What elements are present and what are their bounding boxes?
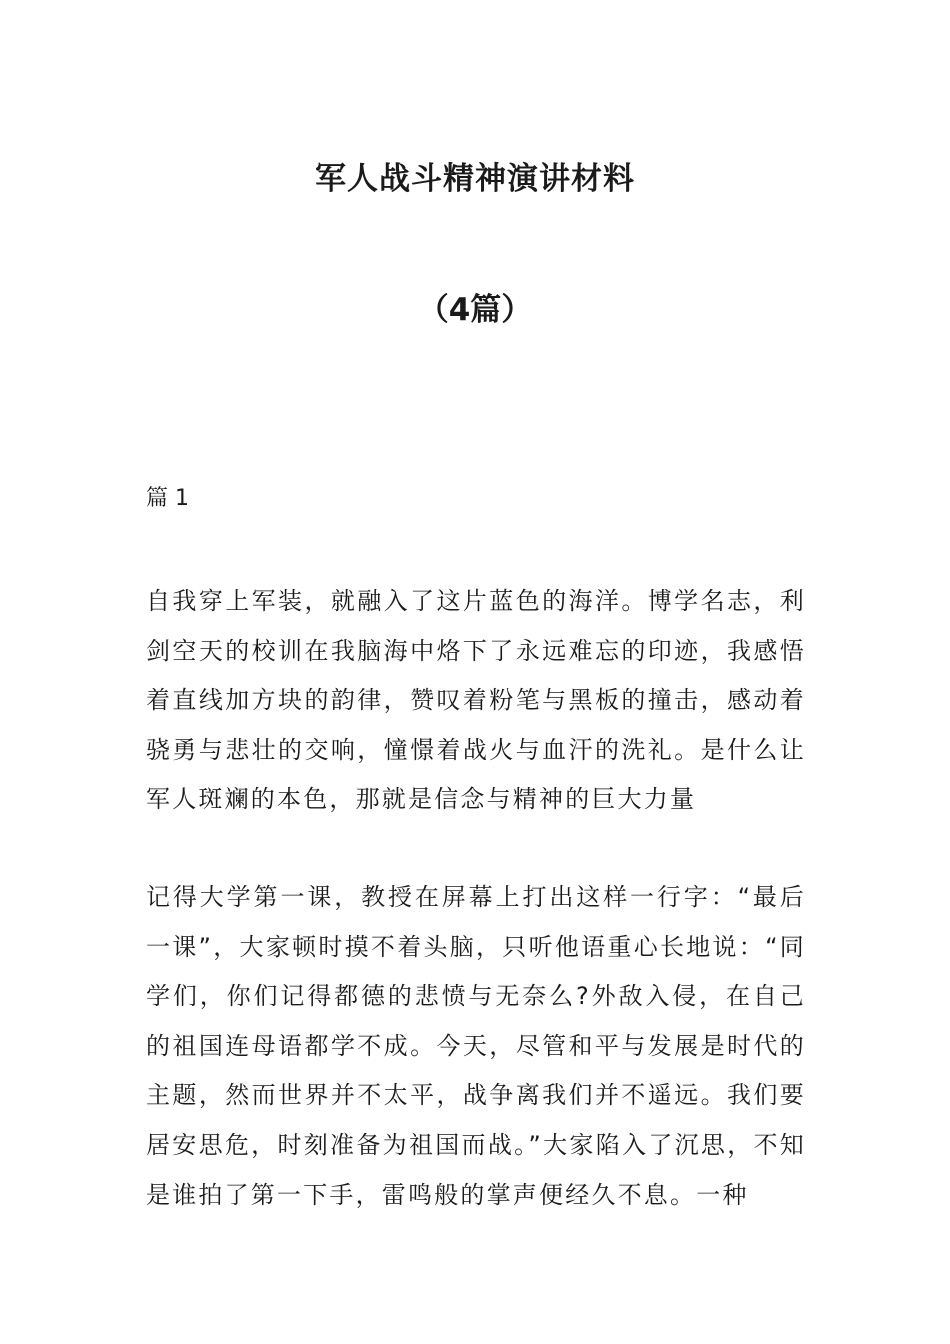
document-title: 军人战斗精神演讲材料 (315, 161, 635, 197)
document-subtitle: （4篇） (417, 292, 533, 328)
paragraph-1: 自我穿上军装，就融入了这片蓝色的海洋。博学名志，利剑空天的校训在我脑海中烙下了永远难忘的印迹，我感悟着直线加方块的韵律，赞叹着粉笔与黑板的撞击，感动着骁勇与悲壮的交响，憧憬着战火与血汗的洗礼。是什么让军人斑斓的本色，那就是信念与精神的巨大力量 (146, 587, 806, 814)
paragraph-2: 记得大学第一课，教授在屏幕上打出这样一行字：“最后一课”，大家顿时摸不着头脑，只听他语重心长地说：“同学们，你们记得都德的悲愤与无奈么?外敌入侵，在自己的祖国连母语都学不成。今天，尽管和平与发展是时代的主题，然而世界并不太平，战争离我们并不遥远。我们要居安思危，时刻准备为祖国而战。”大家陷入了沉思，不知是谁拍了第一下手，雷鸣般的掌声便经久不息。一种 (146, 883, 806, 1209)
section-heading: 篇 1 (146, 486, 189, 511)
